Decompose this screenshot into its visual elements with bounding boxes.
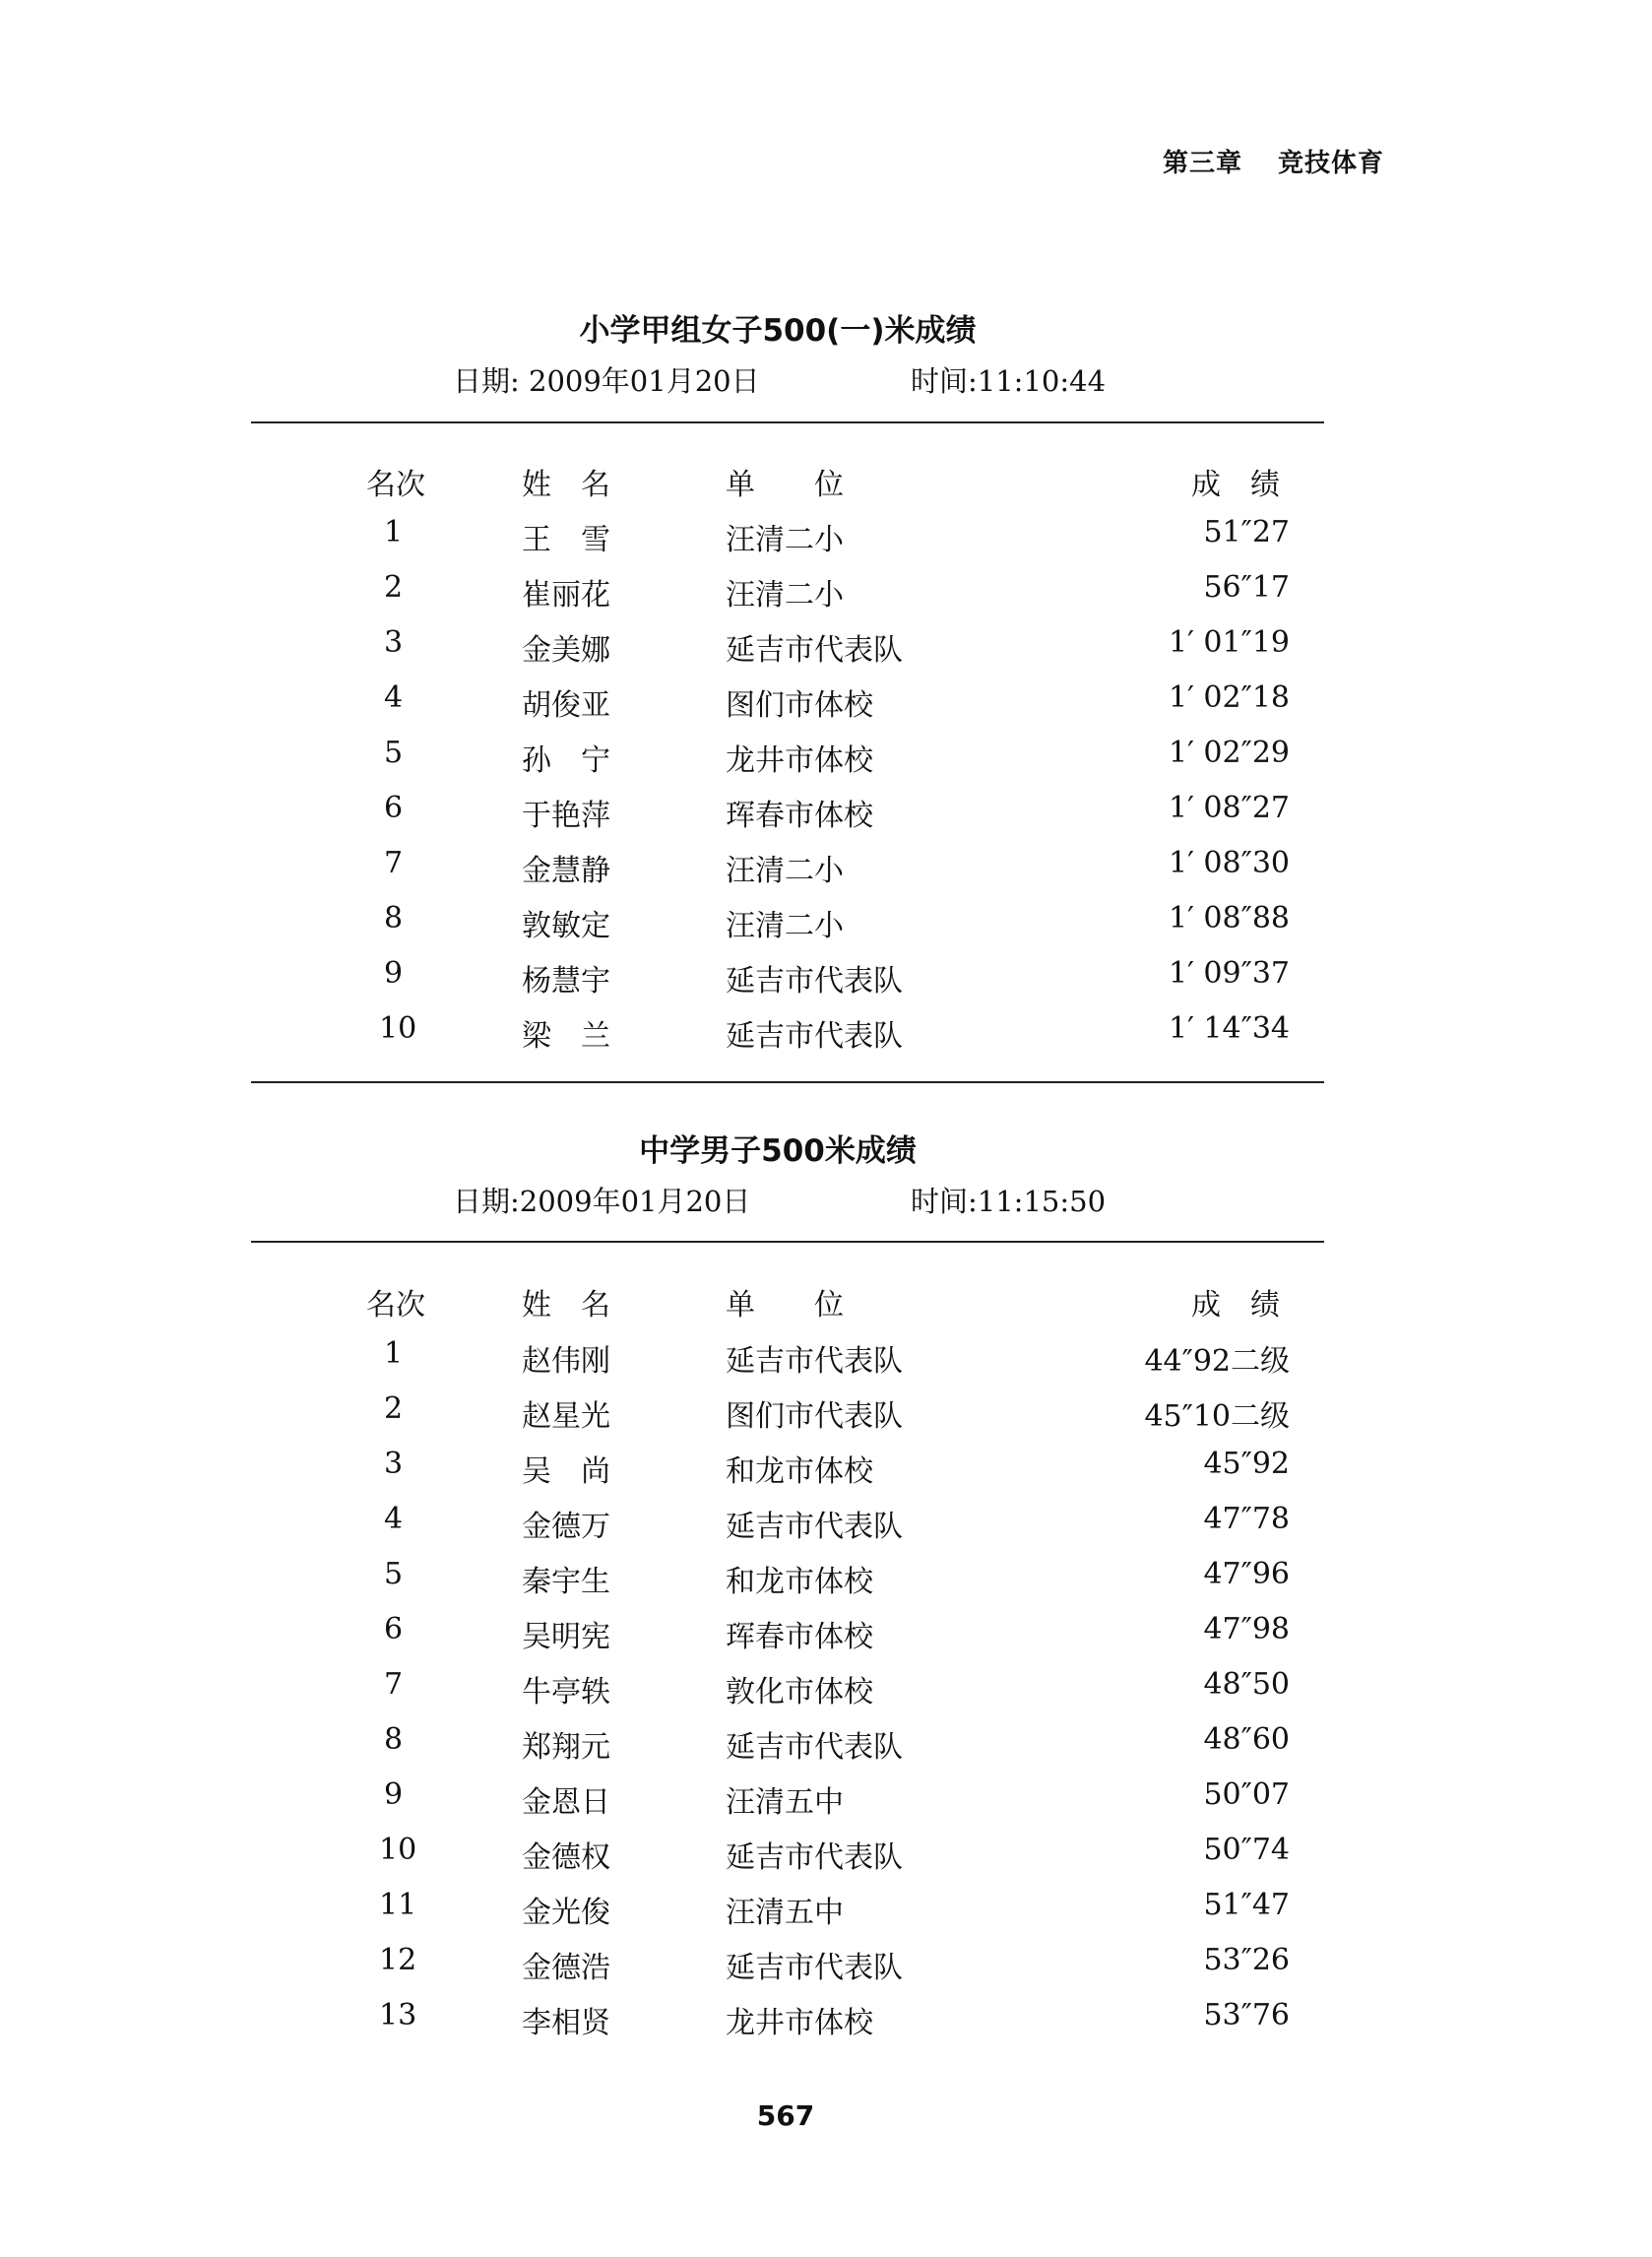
page-number: 567 [756, 2099, 815, 2132]
rank-cell: 11 [379, 1888, 417, 1922]
unit-cell: 图们市体校 [726, 688, 873, 723]
rank-cell: 5 [384, 1557, 404, 1591]
score-cell: 48″50 [1203, 1667, 1290, 1702]
rank-cell: 1 [384, 1336, 404, 1371]
score-cell: 45″10二级 [1144, 1399, 1290, 1434]
unit-cell: 汪清二小 [726, 854, 844, 888]
unit-cell: 延吉市代表队 [726, 1510, 903, 1544]
score-cell: 1′ 01″19 [1169, 625, 1290, 660]
name-cell: 金恩日 [522, 1785, 610, 1820]
column-header-rank: 名次 [366, 468, 425, 502]
divider-rule [251, 1081, 1324, 1083]
column-header-name: 姓 名 [522, 1288, 610, 1322]
section-title: 小学甲组女子500(一)米成绩 [579, 313, 977, 349]
name-cell: 金光俊 [522, 1896, 610, 1930]
name-cell: 赵伟刚 [522, 1344, 610, 1379]
name-cell: 王 雪 [522, 523, 610, 557]
result-date: 日期: 2009年01月20日 [453, 364, 760, 398]
name-cell: 金德权 [522, 1840, 610, 1875]
rank-cell: 4 [384, 1502, 404, 1536]
unit-cell: 延吉市代表队 [726, 964, 903, 999]
unit-cell: 敦化市体校 [726, 1675, 873, 1709]
unit-cell: 延吉市代表队 [726, 633, 903, 668]
score-cell: 45″92 [1203, 1447, 1290, 1481]
rank-cell: 2 [384, 1391, 404, 1426]
name-cell: 吴 尚 [522, 1454, 610, 1489]
score-cell: 51″27 [1203, 515, 1290, 549]
rank-cell: 9 [384, 956, 404, 991]
result-time: 时间:11:15:50 [911, 1185, 1107, 1218]
column-header-unit: 单 位 [726, 1288, 844, 1322]
unit-cell: 龙井市体校 [726, 2006, 873, 2040]
name-cell: 胡俊亚 [522, 688, 610, 723]
rank-cell: 7 [384, 846, 404, 880]
unit-cell: 珲春市体校 [726, 1620, 873, 1654]
unit-cell: 汪清二小 [726, 909, 844, 943]
score-cell: 44″92二级 [1144, 1344, 1290, 1379]
score-cell: 1′ 08″27 [1169, 791, 1290, 825]
score-cell: 1′ 08″30 [1169, 846, 1290, 880]
name-cell: 吴明宪 [522, 1620, 610, 1654]
unit-cell: 延吉市代表队 [726, 1344, 903, 1379]
score-cell: 53″76 [1203, 1998, 1290, 2032]
name-cell: 梁 兰 [522, 1019, 610, 1054]
rank-cell: 10 [379, 1011, 417, 1046]
rank-cell: 6 [384, 1612, 404, 1646]
rank-cell: 1 [384, 515, 404, 549]
section-title: 中学男子500米成绩 [639, 1133, 917, 1169]
name-cell: 于艳萍 [522, 799, 610, 833]
score-cell: 1′ 02″29 [1169, 736, 1290, 770]
rank-cell: 6 [384, 791, 404, 825]
score-cell: 50″74 [1203, 1833, 1290, 1867]
rank-cell: 3 [384, 1447, 404, 1481]
name-cell: 郑翔元 [522, 1730, 610, 1765]
name-cell: 敦敏定 [522, 909, 610, 943]
unit-cell: 和龙市体校 [726, 1454, 873, 1489]
score-cell: 47″98 [1203, 1612, 1290, 1646]
column-header-name: 姓 名 [522, 468, 610, 502]
unit-cell: 延吉市代表队 [726, 1951, 903, 1985]
score-cell: 50″07 [1203, 1777, 1290, 1812]
name-cell: 杨慧宇 [522, 964, 610, 999]
name-cell: 金德万 [522, 1510, 610, 1544]
unit-cell: 汪清五中 [726, 1785, 844, 1820]
unit-cell: 延吉市代表队 [726, 1730, 903, 1765]
score-cell: 1′ 09″37 [1169, 956, 1290, 991]
rank-cell: 2 [384, 570, 404, 605]
chapter-label: 第三章 [1162, 149, 1242, 178]
rank-cell: 5 [384, 736, 404, 770]
name-cell: 崔丽花 [522, 578, 610, 613]
divider-rule [251, 421, 1324, 423]
score-cell: 1′ 08″88 [1169, 901, 1290, 935]
unit-cell: 汪清二小 [726, 578, 844, 613]
rank-cell: 3 [384, 625, 404, 660]
name-cell: 赵星光 [522, 1399, 610, 1434]
rank-cell: 9 [384, 1777, 404, 1812]
name-cell: 孙 宁 [522, 743, 610, 778]
name-cell: 牛亭轶 [522, 1675, 610, 1709]
score-cell: 48″60 [1203, 1722, 1290, 1757]
unit-cell: 汪清五中 [726, 1896, 844, 1930]
name-cell: 金美娜 [522, 633, 610, 668]
rank-cell: 13 [379, 1998, 417, 2032]
score-cell: 47″96 [1203, 1557, 1290, 1591]
score-cell: 56″17 [1203, 570, 1290, 605]
unit-cell: 延吉市代表队 [726, 1019, 903, 1054]
rank-cell: 8 [384, 901, 404, 935]
unit-cell: 延吉市代表队 [726, 1840, 903, 1875]
column-header-unit: 单 位 [726, 468, 844, 502]
name-cell: 金德浩 [522, 1951, 610, 1985]
column-header-score: 成 绩 [1191, 1288, 1280, 1322]
rank-cell: 4 [384, 680, 404, 715]
result-date: 日期:2009年01月20日 [453, 1185, 751, 1218]
unit-cell: 龙井市体校 [726, 743, 873, 778]
name-cell: 李相贤 [522, 2006, 610, 2040]
score-cell: 53″26 [1203, 1943, 1290, 1977]
column-header-score: 成 绩 [1191, 468, 1280, 502]
rank-cell: 7 [384, 1667, 404, 1702]
chapter-header [1163, 143, 1384, 179]
unit-cell: 和龙市体校 [726, 1565, 873, 1599]
column-header-rank: 名次 [366, 1288, 425, 1322]
rank-cell: 12 [379, 1943, 417, 1977]
chapter-topic: 竞技体育 [1277, 149, 1384, 178]
name-cell: 金慧静 [522, 854, 610, 888]
rank-cell: 8 [384, 1722, 404, 1757]
score-cell: 1′ 14″34 [1169, 1011, 1290, 1046]
divider-rule [251, 1241, 1324, 1243]
result-time: 时间:11:10:44 [911, 364, 1107, 398]
unit-cell: 汪清二小 [726, 523, 844, 557]
score-cell: 1′ 02″18 [1169, 680, 1290, 715]
unit-cell: 珲春市体校 [726, 799, 873, 833]
name-cell: 秦宇生 [522, 1565, 610, 1599]
score-cell: 47″78 [1203, 1502, 1290, 1536]
unit-cell: 图们市代表队 [726, 1399, 903, 1434]
rank-cell: 10 [379, 1833, 417, 1867]
score-cell: 51″47 [1203, 1888, 1290, 1922]
